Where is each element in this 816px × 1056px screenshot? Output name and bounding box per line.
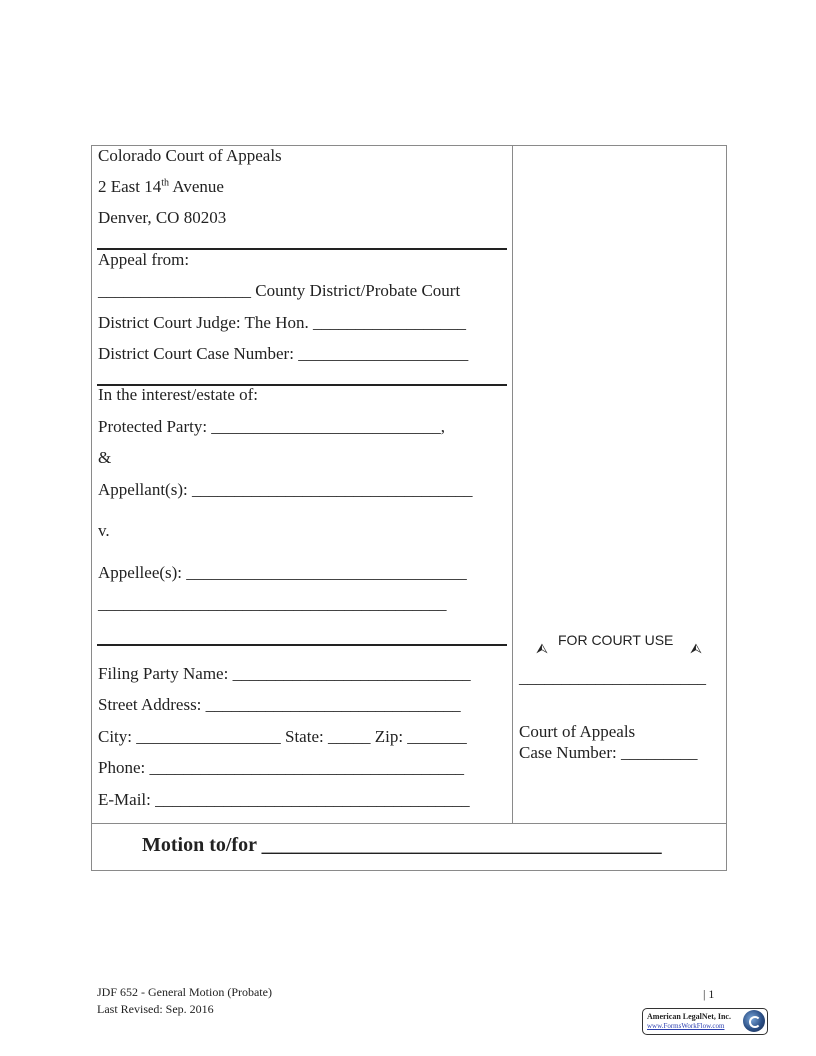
protected-party-field[interactable]: Protected Party: ___________________________, bbox=[98, 417, 446, 436]
email-field[interactable]: E-Mail: _____________________________________ bbox=[98, 790, 470, 809]
footer-form-id: JDF 652 - General Motion (Probate) bbox=[97, 985, 272, 999]
interest-heading: In the interest/estate of: bbox=[98, 385, 259, 404]
court-address: 2 East 14th Avenue bbox=[98, 177, 224, 196]
vertical-divider bbox=[512, 146, 513, 823]
appellee-extra-line[interactable]: _________________________________________ bbox=[98, 594, 447, 613]
arrow-up-icon: ⮙ bbox=[690, 642, 702, 657]
district-judge-field[interactable]: District Court Judge: The Hon. __________________ bbox=[98, 313, 466, 332]
court-name: Colorado Court of Appeals bbox=[98, 146, 282, 165]
motion-title[interactable]: Motion to/for ________________________________________ bbox=[142, 834, 662, 856]
street-address-field[interactable]: Street Address: ______________________________ bbox=[98, 695, 461, 714]
city-state-zip-field[interactable]: City: _________________ State: _____ Zip: _______ bbox=[98, 727, 467, 746]
logo-name: American LegalNet, Inc. bbox=[647, 1012, 731, 1021]
caption-box bbox=[91, 145, 727, 871]
footer-revised: Last Revised: Sep. 2016 bbox=[97, 1002, 214, 1016]
appeal-heading: Appeal from: bbox=[98, 250, 190, 269]
logo-url[interactable]: www.FormsWorkFlow.com bbox=[647, 1022, 725, 1030]
page-number: | 1 bbox=[703, 987, 715, 1001]
versus: v. bbox=[98, 521, 110, 540]
district-case-number-field[interactable]: District Court Case Number: ____________________ bbox=[98, 344, 469, 363]
logo-emblem-icon bbox=[743, 1010, 765, 1032]
phone-field[interactable]: Phone: _____________________________________ bbox=[98, 758, 464, 777]
section-separator bbox=[97, 644, 507, 646]
appeals-case-number-field[interactable]: Case Number: _________ bbox=[519, 743, 698, 762]
horizontal-divider bbox=[92, 823, 726, 824]
court-city: Denver, CO 80203 bbox=[98, 208, 227, 227]
county-court-field[interactable]: __________________ County District/Probate Court bbox=[98, 281, 461, 300]
court-use-blank[interactable]: ______________________ bbox=[519, 668, 706, 687]
appellee-field[interactable]: Appellee(s): _________________________________ bbox=[98, 563, 467, 582]
appellant-field[interactable]: Appellant(s): _________________________________ bbox=[98, 480, 473, 499]
for-court-use-label: FOR COURT USE bbox=[558, 632, 674, 648]
ampersand: & bbox=[98, 448, 112, 467]
appeals-case-label: Court of Appeals bbox=[519, 722, 636, 741]
arrow-up-icon: ⮙ bbox=[536, 642, 548, 657]
american-legalnet-logo[interactable] bbox=[642, 1008, 768, 1035]
filing-party-name-field[interactable]: Filing Party Name: ____________________________ bbox=[98, 664, 471, 683]
